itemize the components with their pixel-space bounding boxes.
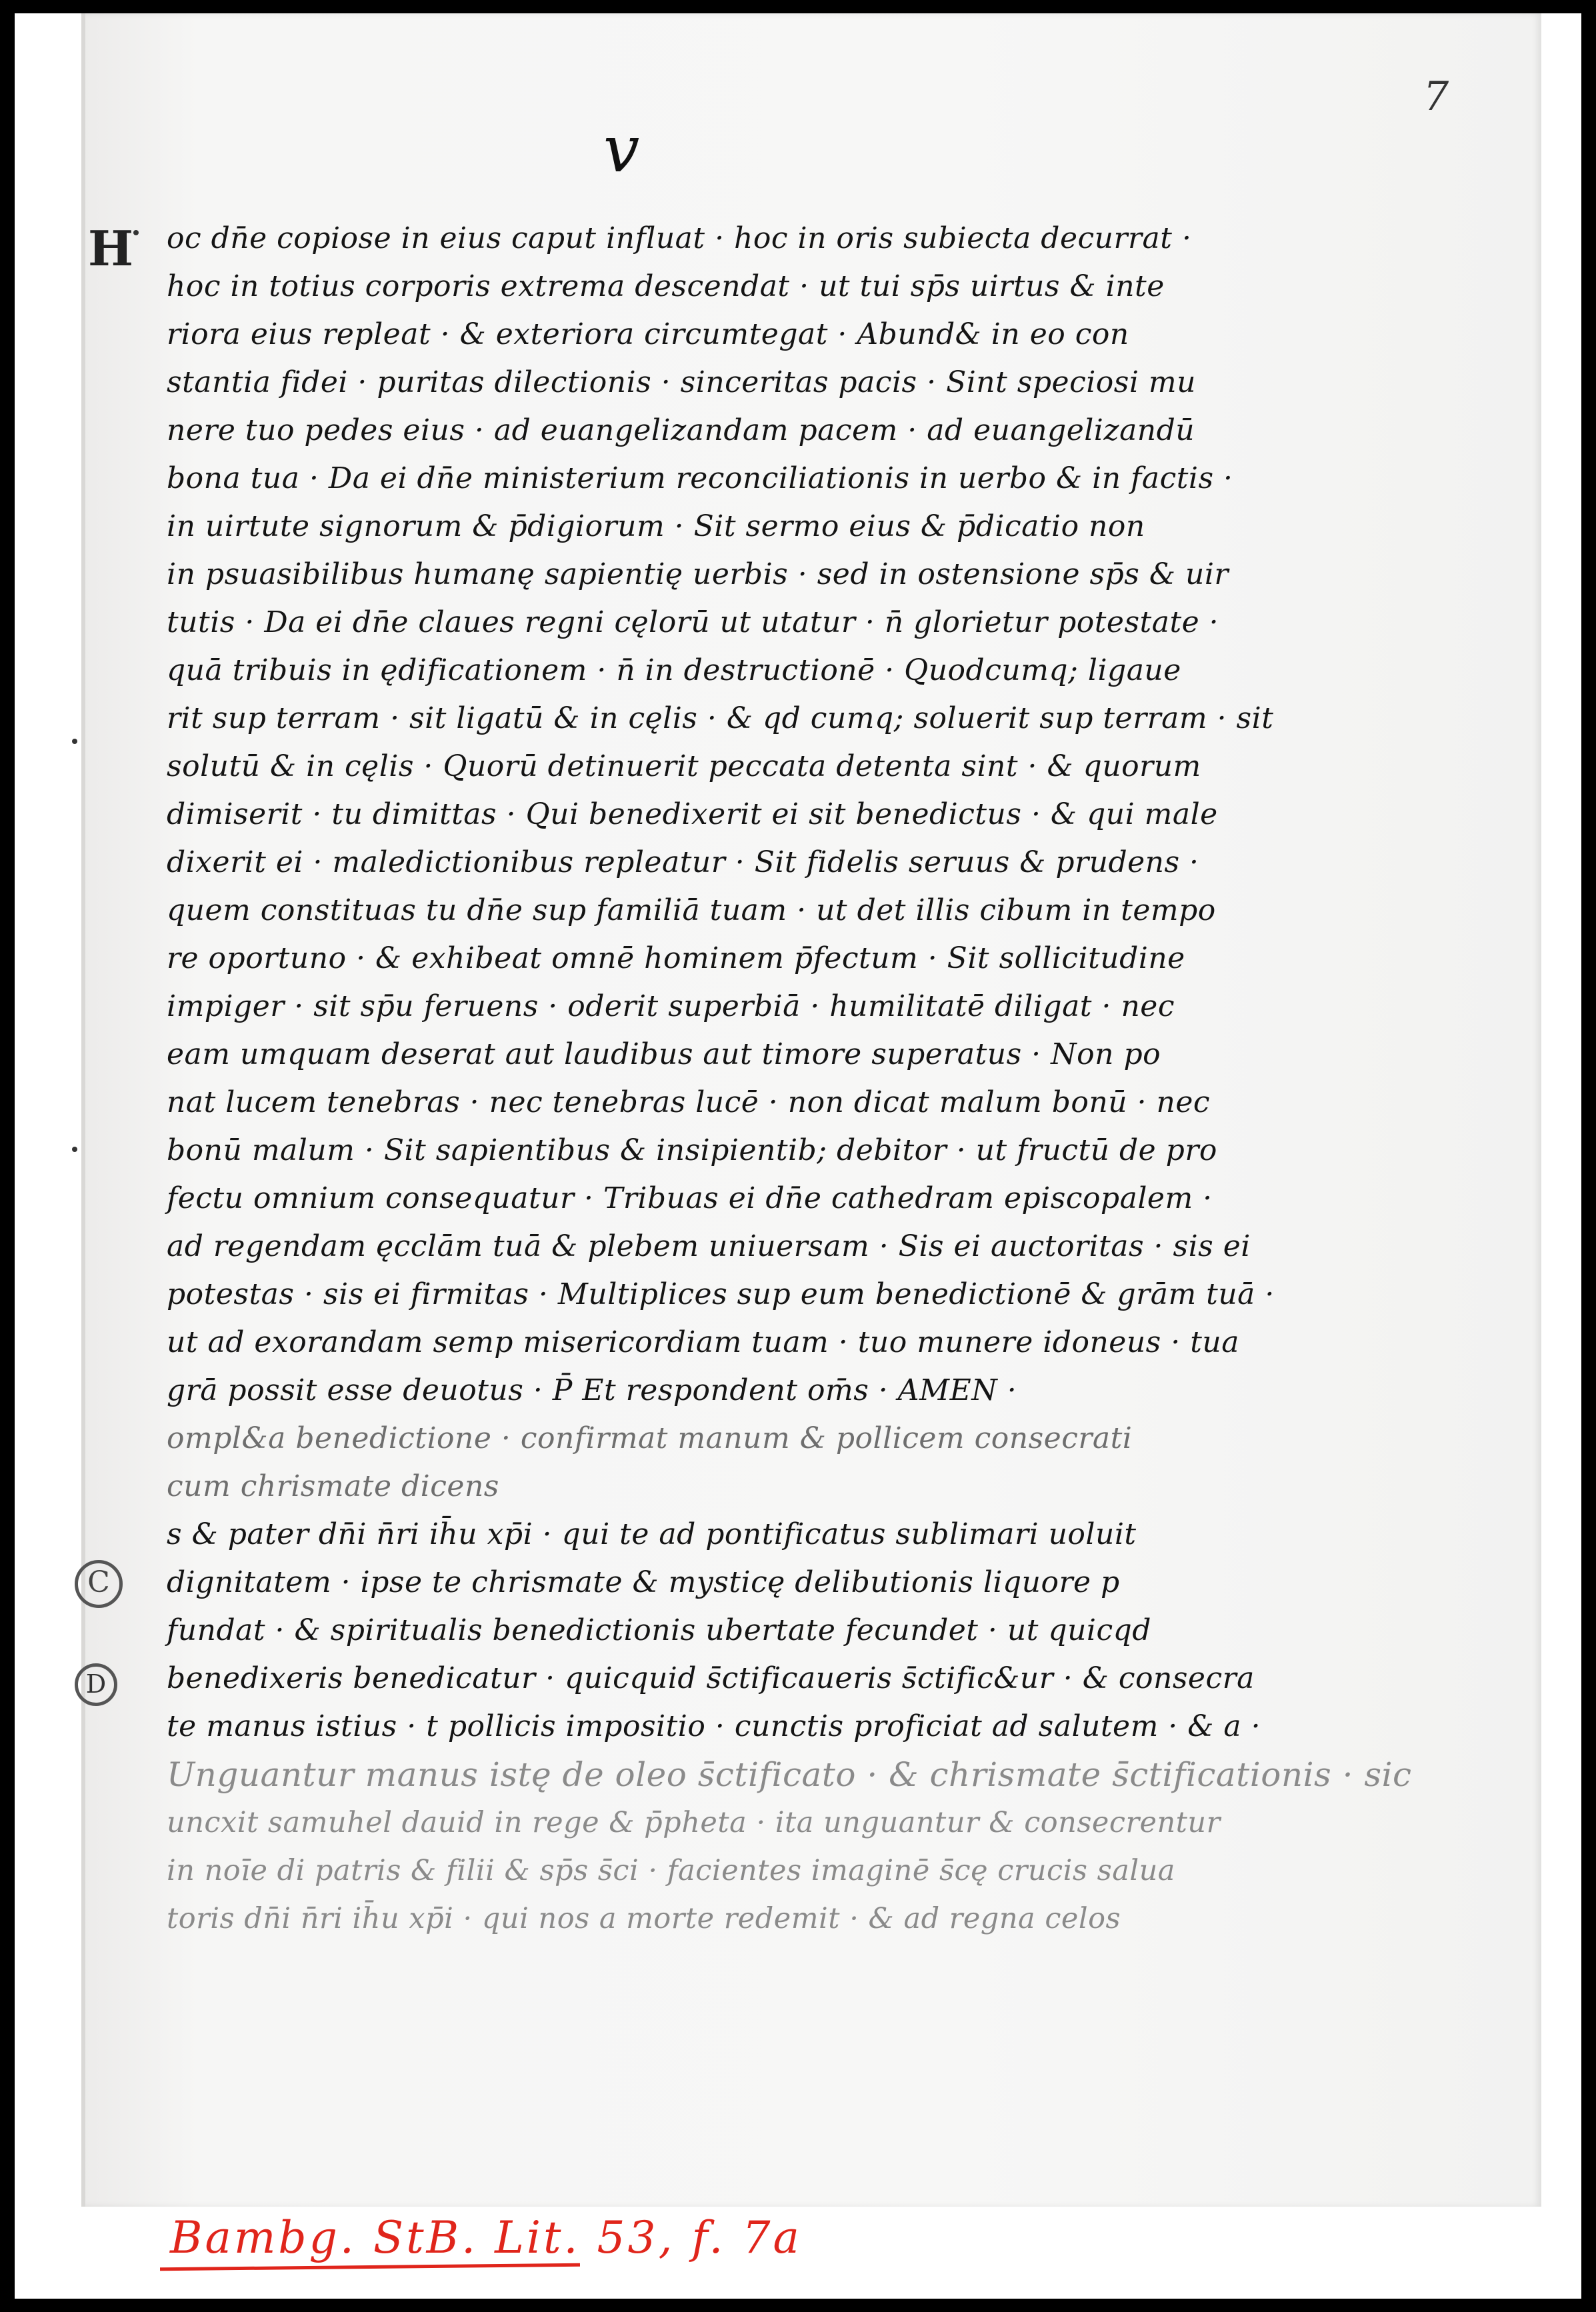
- text-line: impiger · sit sp̄u feruens · oderit superbiā · humilitatē diligat · nec: [167, 989, 1175, 1023]
- text-line: benedixeris benedicatur · quicquid s̄ctificaueris s̄ctific&ur · & consecra: [167, 1661, 1255, 1695]
- text-line: tutis · Da ei dn̄e claues regni cęlorū ut utatur · n̄ glorietur potestate ·: [167, 605, 1219, 639]
- faded-text-line: Unguantur manus istę de oleo s̄ctificato · & chrismate s̄ctificationis · sic: [167, 1755, 1412, 1794]
- rubric-line: cum chrismate dicens: [167, 1469, 499, 1503]
- text-line: solutū & in cęlis · Quorū detinuerit peccata detenta sint · & quorum: [167, 749, 1201, 783]
- text-line: nat lucem tenebras · nec tenebras lucē · non dicat malum bonū · nec: [167, 1085, 1211, 1119]
- faded-text-line: toris dn̄i n̄ri ih̄u xp̄i · qui nos a morte redemit · & ad regna celos: [167, 1902, 1121, 1935]
- text-line: stantia fidei · puritas dilectionis · sinceritas pacis · Sint speciosi mu: [167, 365, 1196, 399]
- text-line: oc dn̄e copiose in eius caput influat · hoc in oris subiecta decurrat ·: [167, 221, 1192, 255]
- folio-number: 7: [1423, 73, 1449, 120]
- top-mark: v: [603, 112, 640, 187]
- initial-d: D: [75, 1663, 117, 1706]
- initial-c: C: [75, 1560, 123, 1608]
- text-line: nere tuo pedes eius · ad euangelizandam pacem · ad euangelizandū: [167, 413, 1195, 447]
- faded-text-line: in noīe di patris & filii & sp̄s s̄ci · facientes imaginē s̄cę crucis salua: [167, 1854, 1175, 1887]
- text-line: in uirtute signorum & p̄digiorum · Sit sermo eius & p̄dicatio non: [167, 509, 1145, 543]
- photo-edge: [81, 13, 85, 2207]
- manuscript-text: [167, 215, 1412, 1943]
- text-line: s & pater dn̄i n̄ri ih̄u xp̄i · qui te ad pontificatus sublimari uoluit: [167, 1517, 1137, 1551]
- text-line: potestas · sis ei firmitas · Multiplices sup eum benedictionē & grām tuā ·: [167, 1277, 1275, 1311]
- text-line: re oportuno · & exhibeat omnē hominem p̄fectum · Sit sollicitudine: [167, 941, 1185, 975]
- text-line: bonū malum · Sit sapientibus & insipientib; debitor · ut fructū de pro: [167, 1133, 1217, 1167]
- text-line: bona tua · Da ei dn̄e ministerium reconciliationis in uerbo & in factis ·: [167, 461, 1233, 495]
- text-line: fundat · & spiritualis benedictionis ubertate fecundet · ut quicqd: [167, 1613, 1151, 1647]
- text-line: dimiserit · tu dimittas · Qui benedixerit ei sit benedictus · & qui male: [167, 797, 1218, 831]
- text-line: hoc in totius corporis extrema descendat · ut tui sp̄s uirtus & inte: [167, 269, 1165, 303]
- text-line: ad regendam ęcclām tuā & plebem uniuersam · Sis ei auctoritas · sis ei: [167, 1229, 1251, 1263]
- text-line: grā possit esse deuotus · P̄ Et respondent om̄s · AMEN ·: [167, 1373, 1017, 1407]
- text-line: dignitatem · ipse te chrismate & mysticę delibutionis liquore p: [167, 1565, 1120, 1599]
- text-line: te manus istius · t pollicis impositio · cunctis proficiat ad salutem · & a ·: [167, 1709, 1261, 1743]
- text-line: in psuasibilibus humanę sapientię uerbis · sed in ostensione sp̄s & uir: [167, 557, 1229, 591]
- faded-text-line: uncxit samuhel dauid in rege & p̄pheta · ita unguantur & consecrentur: [167, 1806, 1221, 1839]
- margin-dot: [72, 739, 77, 744]
- text-line: eam umquam deserat aut laudibus aut timore superatus · Non po: [167, 1037, 1161, 1071]
- rubric-line: ompl&a benedictione · confirmat manum & pollicem consecrati: [167, 1421, 1133, 1455]
- text-line: quem constituas tu dn̄e sup familiā tuam · ut det illis cibum in tempo: [167, 893, 1216, 927]
- text-line: rit sup terram · sit ligatū & in cęlis · & qd cumq; soluerit sup terram · sit: [167, 701, 1274, 735]
- margin-dot: [133, 230, 139, 235]
- text-line: fectu omnium consequatur · Tribuas ei dn̄e cathedram episcopalem ·: [167, 1181, 1213, 1215]
- text-line: quā tribuis in ędificationem · n̄ in destructionē · Quodcumq; ligaue: [167, 653, 1181, 687]
- initial-h: H: [88, 220, 134, 277]
- margin-dot: [72, 1147, 77, 1152]
- text-line: riora eius repleat · & exteriora circumtegat · Abund& in eo con: [167, 317, 1129, 351]
- shelfmark-annotation: Bambg. StB. Lit. 53, f. 7a: [170, 2212, 802, 2263]
- text-line: dixerit ei · maledictionibus repleatur · Sit fidelis seruus & prudens ·: [167, 845, 1199, 879]
- text-line: ut ad exorandam semp misericordiam tuam · tuo munere idoneus · tua: [167, 1325, 1239, 1359]
